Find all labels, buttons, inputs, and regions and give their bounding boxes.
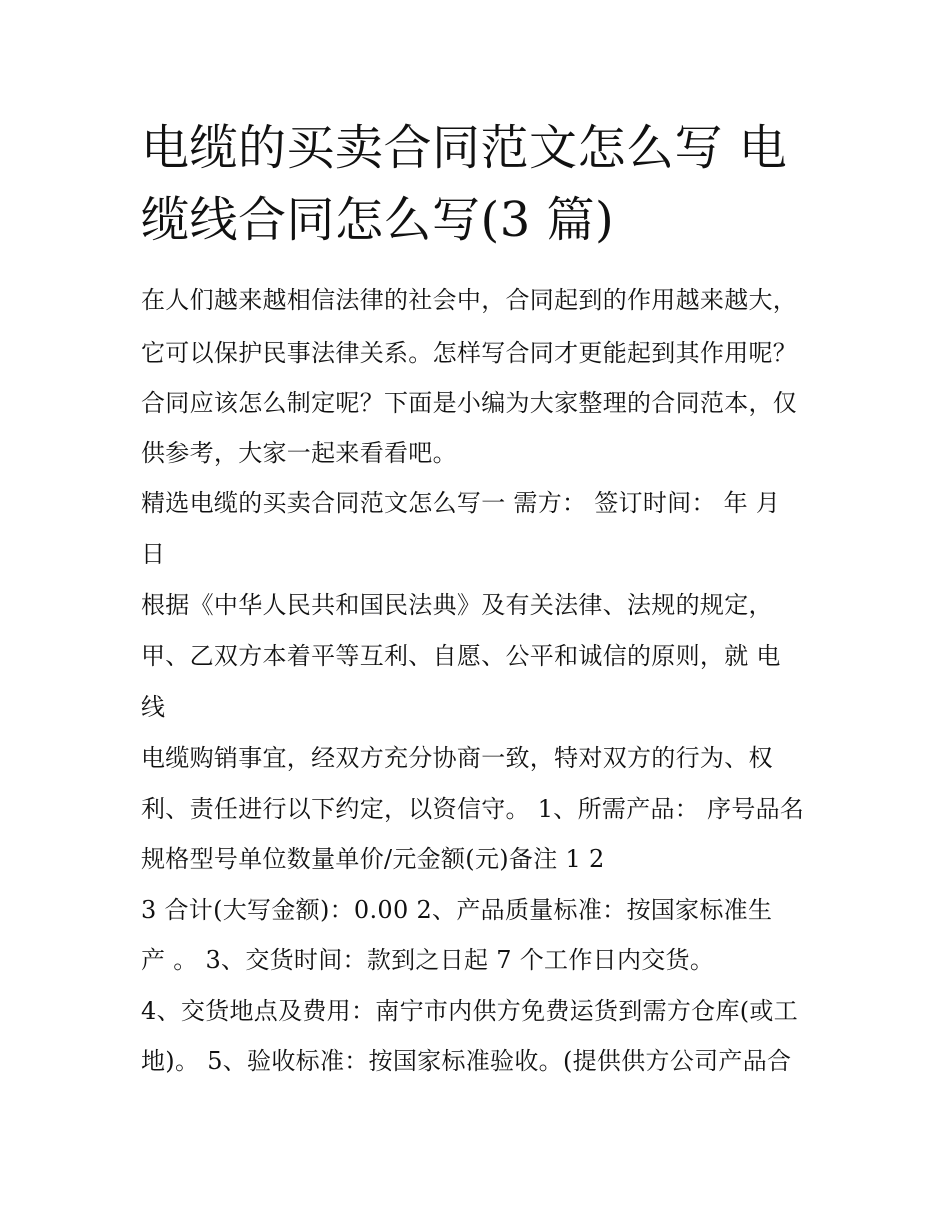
body-line: 3 合计(大写金额)：0.00 2、产品质量标准：按国家标准生 — [141, 896, 773, 924]
body-line: 日 — [141, 540, 166, 568]
title-line-1: 电缆的买卖合同范文怎么写 电 — [141, 120, 788, 176]
body-line: 在人们越来越相信法律的社会中，合同起到的作用越来越大， — [141, 286, 798, 314]
body-line: 线 — [141, 693, 166, 721]
body-line: 规格型号单位数量单价/元金额(元)备注 1 2 — [141, 845, 605, 873]
body-line: 4、交货地点及费用：南宁市内供方免费运货到需方仓库(或工 — [141, 997, 799, 1025]
title-line-2: 缆线合同怎么写(3 篇) — [141, 192, 615, 248]
body-line: 合同应该怎么制定呢？下面是小编为大家整理的合同范本，仅 — [141, 389, 798, 417]
body-line: 地)。 5、验收标准：按国家标准验收。(提供供方公司产品合 — [141, 1047, 792, 1075]
body-line: 利、责任进行以下约定，以资信守。 1、所需产品： 序号品名 — [141, 795, 805, 823]
body-line: 根据《中华人民共和国民法典》及有关法律、法规的规定， — [141, 591, 773, 619]
body-line: 精选电缆的买卖合同范文怎么写一 需方： 签订时间： 年 月 — [141, 489, 781, 517]
body-line: 甲、乙双方本着平等互利、自愿、公平和诚信的原则，就 电 — [141, 642, 781, 670]
document-title — [141, 112, 821, 256]
body-line: 产 。 3、交货时间：款到之日起 7 个工作日内交货。 — [141, 946, 715, 974]
body-line: 电缆购销事宜，经双方充分协商一致，特对双方的行为、权 — [141, 744, 773, 772]
body-line: 它可以保护民事法律关系。怎样写合同才更能起到其作用呢？ — [141, 339, 798, 367]
body-line: 供参考，大家一起来看看吧。 — [141, 439, 457, 467]
